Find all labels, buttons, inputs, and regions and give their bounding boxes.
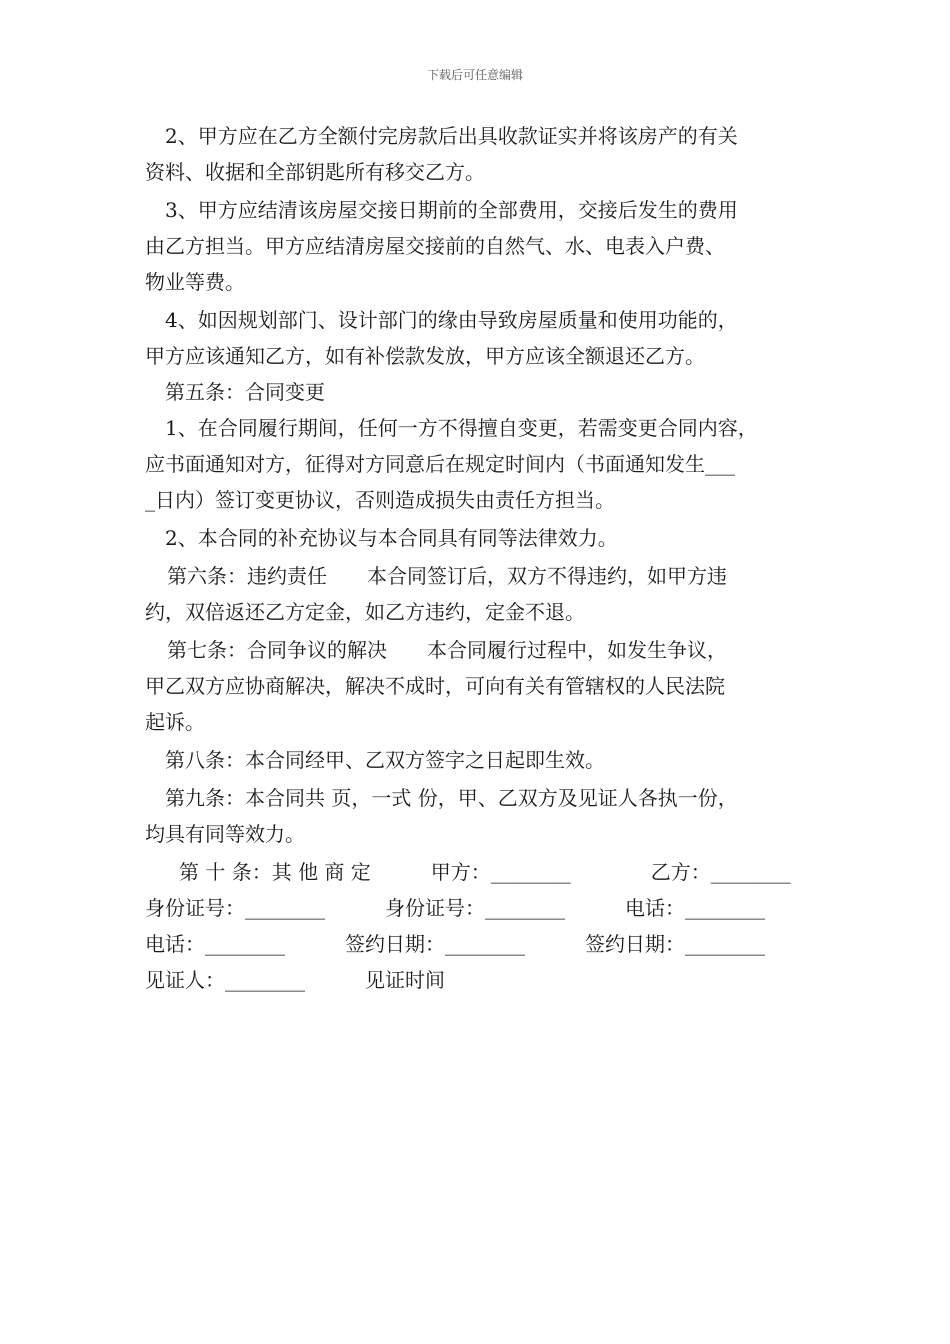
article-line: 第七条：合同争议的解决 本合同履行过程中，如发生争议， xyxy=(167,638,727,662)
clause-line: 资料、收据和全部钥匙所有移交乙方。 xyxy=(145,160,485,184)
signature-line: 第 十 条：其 他 商 定 甲方：________ 乙方：________ xyxy=(179,860,791,884)
article-line: 第八条：本合同经甲、乙双方签字之日起即生效。 xyxy=(165,748,605,772)
clause-line: 均具有同等效力。 xyxy=(145,822,305,846)
page-header: 下载后可任意编辑 xyxy=(426,68,523,82)
clause-line: 约，双倍返还乙方定金，如乙方违约，定金不退。 xyxy=(145,600,585,624)
signature-line: 身份证号：________ 身份证号：________ 电话：________ xyxy=(145,896,765,920)
signature-line: 见证人：________ 见证时间 xyxy=(145,968,445,992)
clause-line: 起诉。 xyxy=(145,710,205,734)
signature-line: 电话：________ 签约日期：________ 签约日期：________ xyxy=(145,932,765,956)
clause-line: 2、本合同的补充协议与本合同具有同等法律效力。 xyxy=(165,526,618,550)
article-line: 第九条：本合同共 页，一式 份，甲、乙双方及见证人各执一份， xyxy=(165,786,738,810)
clause-line: 3、甲方应结清该房屋交接日期前的全部费用，交接后发生的费用 xyxy=(165,198,738,222)
clause-line: 1、在合同履行期间，任何一方不得擅自变更，若需变更合同内容， xyxy=(165,416,758,440)
clause-line: 甲乙双方应协商解决，解决不成时，可向有关有管辖权的人民法院 xyxy=(145,674,725,698)
clause-line: _日内）签订变更协议，否则造成损失由责任方担当。 xyxy=(145,488,615,512)
clause-line: 4、如因规划部门、设计部门的缘由导致房屋质量和使用功能的， xyxy=(165,308,738,332)
article-line: 第六条：违约责任 本合同签订后，双方不得违约，如甲方违 xyxy=(167,564,727,588)
article-heading: 第五条：合同变更 xyxy=(165,380,325,404)
clause-line: 甲方应该通知乙方，如有补偿款发放，甲方应该全额退还乙方。 xyxy=(145,344,705,368)
clause-line: 2、甲方应在乙方全额付完房款后出具收款证实并将该房产的有关 xyxy=(165,124,738,148)
clause-line: 由乙方担当。甲方应结清房屋交接前的自然气、水、电表入户费、 xyxy=(145,234,725,258)
clause-line: 物业等费。 xyxy=(145,270,245,294)
clause-line: 应书面通知对方，征得对方同意后在规定时间内（书面通知发生___ xyxy=(145,452,735,476)
document-body xyxy=(145,118,810,998)
